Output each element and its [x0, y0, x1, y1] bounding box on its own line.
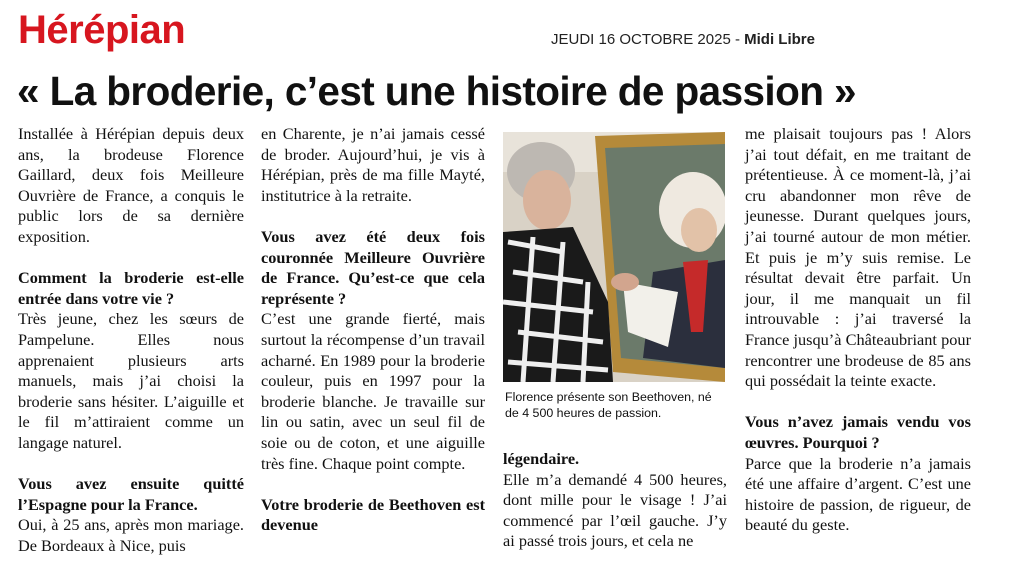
article-column-2 — [261, 124, 485, 536]
answer: Oui, à 25 ans, après mon mariage. De Bordeaux à Nice, puis — [18, 515, 244, 555]
answer: Parce que la broderie n’a jamais été une affaire d’argent. C’est une histoire de passion, de rigueur, de beauté du geste. — [745, 453, 971, 535]
article-column-4 — [745, 124, 971, 536]
question: Vous avez été deux fois couronnée Meilleure Ouvrière de France. Qu’est-ce que cela représente ? — [261, 226, 485, 308]
question: Votre broderie de Beethoven est devenue — [261, 494, 485, 535]
photo-illustration — [503, 132, 725, 382]
date: JEUDI 16 OCTOBRE 2025 - — [551, 31, 745, 48]
question: Vous n’avez jamais vendu vos œuvres. Pourquoi ? — [745, 412, 971, 452]
headline: « La broderie, c’est une histoire de passion » — [17, 68, 856, 114]
question: Comment la broderie est-elle entrée dans votre vie ? — [18, 268, 244, 308]
publication-name: Midi Libre — [744, 31, 815, 48]
article-photo — [503, 132, 725, 382]
intro-paragraph: Installée à Hérépian depuis deux ans, la brodeuse Florence Gaillard, deux fois Meilleure Ouvrière de France, a conquis le public lors de sa dernière exposition. — [18, 124, 244, 246]
article-column-3 — [503, 449, 727, 552]
answer: C’est une grande fierté, mais surtout la récompense d’un travail acharné. En 1989 pour la broderie couleur, puis en 1997 pour la broderie blanche. Je travaille sur lin ou satin, avec un seul fil de soie ou de coton, et une aiguille très fine. Chaque point compte. — [261, 309, 485, 473]
answer: Très jeune, chez les sœurs de Pampelune. Elles nous apprenaient plusieurs arts manuels, mais j’ai choisi la broderie sans hésiter. L’aiguille et le fil m’attiraient comme un langage naturel. — [18, 309, 244, 452]
question: légendaire. — [503, 449, 580, 468]
dateline — [551, 31, 815, 49]
question: Vous avez ensuite quitté l’Espagne pour la France. — [18, 474, 244, 514]
section-title: Hérépian — [18, 8, 186, 52]
photo-caption: Florence présente son Beethoven, né de 4 500 heures de passion. — [505, 390, 712, 420]
answer: me plaisait toujours pas ! Alors j’ai tout défait, en me traitant de prétentieuse. À ce moment-là, j’ai cru abandonner mon rêve de jeunesse. Durant quelques jours, j’ai tourné autour de mon métier. Et puis je m’y suis remise. Le résultat devait être parfait. Un jour, il me manquait un fil introuvable : j’ai traversé la France jusqu’à Châteaubriant pour rencontrer une brodeuse de 85 ans qui possédait la teinte exacte. — [745, 124, 971, 391]
answer: en Charente, je n’ai jamais cessé de broder. Aujourd’hui, je vis à Hérépian, près de ma fille Mayté, institutrice à la retraite. — [261, 124, 485, 205]
answer: Elle m’a demandé 4 500 heures, dont mille pour le visage ! J’ai commencé par l’œil gauche. J’y ai passé trois jours, et cela ne — [503, 469, 727, 551]
article-column-1 — [18, 124, 244, 556]
